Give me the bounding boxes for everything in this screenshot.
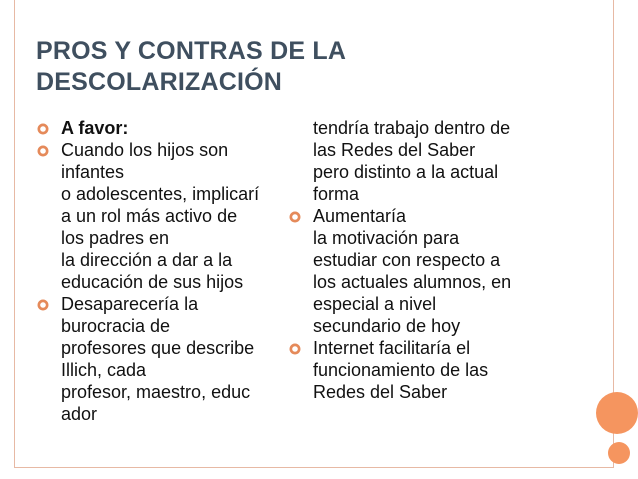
item-text: la dirección a dar a la [61, 250, 233, 270]
bullet-icon [36, 298, 50, 312]
item-text: educación de sus hijos [61, 272, 244, 292]
item-text: funcionamiento de las [313, 360, 489, 380]
bullet-icon [36, 144, 50, 158]
item-text: Aumentaría [313, 206, 407, 226]
title-line: DESCOLARIZACIÓN [36, 68, 283, 96]
item-text: estudiar con respecto a [313, 250, 501, 270]
item-text: forma [313, 184, 360, 204]
right-column [288, 117, 558, 403]
item-text: Illich, cada [61, 360, 147, 380]
bullet-icon [288, 342, 302, 356]
item-text: infantes [61, 162, 125, 182]
item-text: a un rol más activo de [61, 206, 238, 226]
item-text: burocracia de [61, 316, 171, 336]
item-text: Internet facilitaría el [313, 338, 471, 358]
left-column [36, 117, 286, 425]
list-item [36, 139, 286, 293]
item-text: especial a nivel [313, 294, 437, 314]
item-text: ador [61, 404, 98, 424]
item-text: Redes del Saber [313, 382, 448, 402]
slide-title [36, 36, 556, 98]
item-text: A favor: [61, 118, 129, 138]
decorative-circle-large [596, 392, 638, 434]
item-text: tendría trabajo dentro de [313, 118, 511, 138]
list-item [288, 337, 558, 403]
item-text: profesor, maestro, educ [61, 382, 251, 402]
item-text: los actuales alumnos, en [313, 272, 512, 292]
list-item [36, 293, 286, 425]
item-text: Desaparecería la [61, 294, 199, 314]
bullet-icon [36, 122, 50, 136]
list-item [36, 117, 286, 139]
list-item [288, 205, 558, 337]
title-line: PROS Y CONTRAS DE LA [36, 37, 347, 65]
item-text: las Redes del Saber [313, 140, 476, 160]
item-text: o adolescentes, implicarí [61, 184, 260, 204]
item-text: profesores que describe [61, 338, 255, 358]
item-text: los padres en [61, 228, 170, 248]
item-text: la motivación para [313, 228, 460, 248]
bullet-icon [288, 210, 302, 224]
continuation-text [288, 117, 558, 205]
decorative-circle-small [608, 442, 630, 464]
item-text: pero distinto a la actual [313, 162, 499, 182]
item-text: secundario de hoy [313, 316, 461, 336]
item-text: Cuando los hijos son [61, 140, 229, 160]
